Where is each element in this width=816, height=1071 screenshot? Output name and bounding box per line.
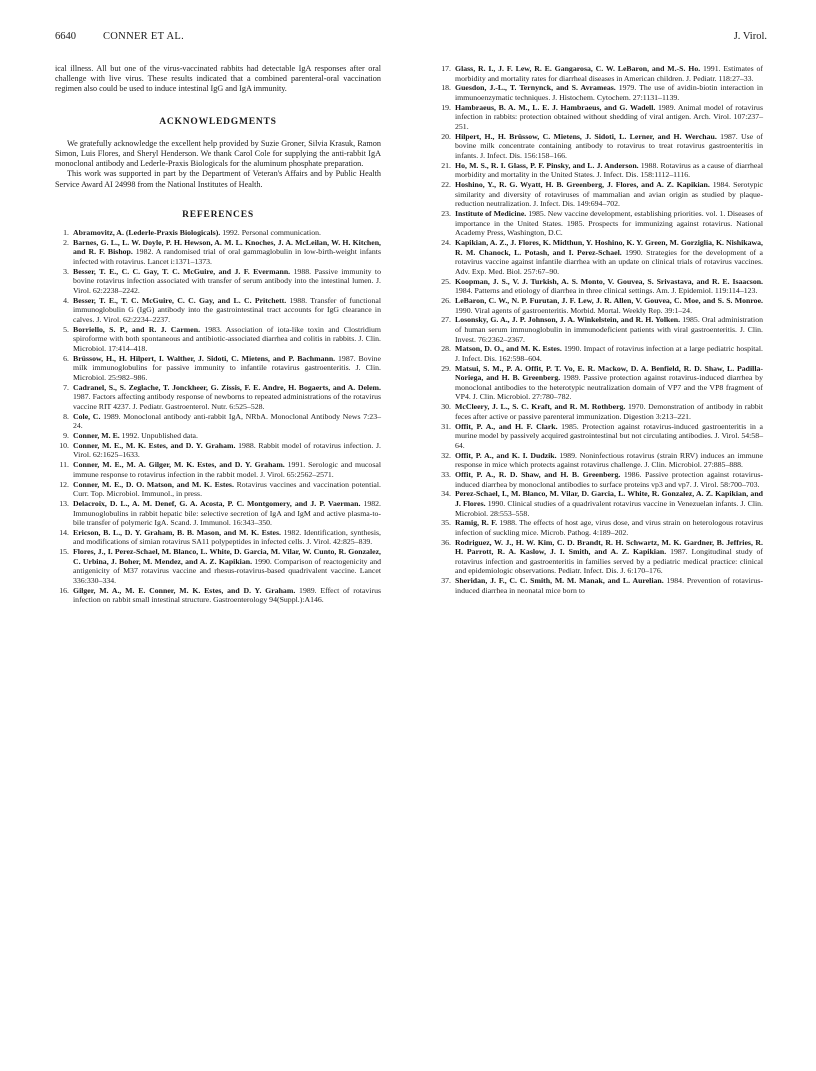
reference-text: 1988. Rabbit model of rotavirus infection. J. Virol. 62:1625–1633. xyxy=(73,440,381,460)
intro-paragraph: ical illness. All but one of the virus-vaccinated rabbits had detectable IgA responses after oral challenge with live virus. These results indicated that a combined parenteral-oral vaccination regimen also could be used to induce intestinal IgG and IgA immunity. xyxy=(55,64,381,94)
right-column xyxy=(437,64,763,596)
reference-item xyxy=(55,499,381,528)
reference-text: 1985. Protection against rotavirus-induced gastroenteritis in a murine model by passively acquired gastrointestinal but not circulating antibodies. J. Virol. 54:58–64. xyxy=(455,421,763,450)
reference-authors: Conner, M. E. xyxy=(73,431,120,440)
reference-number: 19. xyxy=(441,102,451,112)
reference-text: 1992. Personal communication. xyxy=(220,228,321,238)
reference-text: 1989. Passive protection against rotavirus-induced diarrhea by monoclonal antibodies to the heterotypic neutralization domain of VP7 and the VP8 fragment of VP4. J. Clin. Microbiol. 27:780–782. xyxy=(455,373,763,402)
reference-number: 18. xyxy=(441,83,451,93)
reference-item xyxy=(437,470,763,489)
reference-number: 12. xyxy=(59,479,69,489)
reference-text: 1982. A randomised trial of oral gammaglobulin in low-birth-weight infants infected with rotavirus. Lancet i:1371–1373. xyxy=(73,247,381,266)
reference-number: 7. xyxy=(63,382,69,392)
reference-item xyxy=(437,518,763,537)
reference-authors: Cadranel, S., S. Zeglache, T. Jonckheer, G. Zissis, F. E. Andre, H. Bogaerts, and A. Delem. xyxy=(73,382,381,392)
reference-number: 37. xyxy=(441,576,451,586)
reference-number: 34. xyxy=(441,489,451,499)
reference-text: 1990. Impact of rotavirus infection at a large pediatric hospital. J. Infect. Dis. 162:598–604. xyxy=(455,344,763,363)
reference-item xyxy=(437,180,763,209)
reference-text: 1987. Bovine milk immunoglobulins for passive immunity to infantile rotavirus gastroenteritis. J. Clin. Microbiol. 25:982–986. xyxy=(73,353,381,382)
reference-text: 1987. Use of bovine milk concentrate containing antibody to rotavirus to treat rotavirus gastroenteritis in infants. J. Infect. Dis. 156:158–166. xyxy=(455,131,763,160)
reference-authors: Conner, M. E., M. K. Estes, and D. Y. Graham. xyxy=(73,440,236,450)
funding-paragraph: This work was supported in part by the Department of Veteran's Affairs and by Public Health Service Award AI 24998 from the National Institutes of Health. xyxy=(55,169,381,189)
references-heading: REFERENCES xyxy=(182,209,254,220)
reference-item xyxy=(437,364,763,402)
reference-authors: Matson, D. O., and M. K. Estes. xyxy=(455,344,562,354)
reference-number: 15. xyxy=(59,547,69,557)
reference-text: 1985. New vaccine development, establishing priorities. vol. 1. Diseases of importance in the United States. 1985. Prospects for immunizing against rotavirus. National Academy Press, Washington, D.C. xyxy=(455,209,763,238)
reference-authors: Matsui, S. M., P. A. Offit, P. T. Vo, E. R. Mackow, D. A. Benfield, R. D. Shaw, L. Padilla-Noriega, and H. B. Greenberg. xyxy=(455,363,763,383)
reference-list-right xyxy=(437,64,763,595)
reference-number: 36. xyxy=(441,537,451,547)
reference-list-left xyxy=(55,228,381,605)
reference-authors: Rodriguez, W. J., H. W. Kim, C. D. Brandt, R. H. Schwartz, M. K. Gardner, B. Jeffries, R. H. Parrott, R. A. Kaslow, J. I. Smith, and A. Z. Kapikian. xyxy=(455,537,763,557)
left-column xyxy=(55,64,381,605)
journal-name: J. Virol. xyxy=(733,31,767,42)
reference-item xyxy=(55,528,381,547)
reference-authors: Abramovitz, A. (Lederle-Praxis Biologicals). xyxy=(73,228,221,238)
reference-authors: Institute of Medicine. xyxy=(455,209,527,219)
reference-authors: McCleery, J. L., S. C. Kraft, and R. M. Rothberg. xyxy=(455,402,626,412)
reference-authors: Ramig, R. F. xyxy=(455,518,498,528)
reference-authors: Guesdon, J.-L., T. Ternynck, and S. Avrameas. xyxy=(455,83,616,93)
reference-authors: Hoshino, Y., R. G. Wyatt, H. B. Greenberg, J. Flores, and A. Z. Kapikian. xyxy=(455,180,710,190)
reference-number: 14. xyxy=(59,527,69,537)
reference-text: 1991. Estimates of morbidity and mortality rates for diarrheal diseases in American children. J. Pediatr. 118:27–33. xyxy=(455,64,763,83)
reference-text: 1983. Association of iota-like toxin and Clostridium spiroforme with both spontaneous and antibiotic-associated diarrhea and colitis in rabbits. J. Clin. Microbiol. 17:414–418. xyxy=(73,324,381,353)
reference-text: 1988. Transfer of functional immunoglobulin G (IgG) antibody into the gastrointestinal tract accounts for IgG clearance in calves. J. Virol. 62:2234–2237. xyxy=(73,295,382,324)
reference-number: 27. xyxy=(441,315,451,325)
reference-authors: Kapikian, A. Z., J. Flores, K. Midthun, Y. Hoshino, K. Y. Green, M. Gorziglia, K. Nishikawa, R. M. Chanock, L. Potash, and I. Perez-Schael. xyxy=(455,238,763,257)
reference-authors: Losonsky, G. A., J. P. Johnson, J. A. Winkelstein, and R. H. Yolken. xyxy=(455,315,681,325)
reference-authors: Offit, P. A., and K. I. Dudzik. xyxy=(455,450,557,460)
reference-number: 11. xyxy=(59,460,69,470)
reference-authors: Sheridan, J. F., C. C. Smith, M. M. Manak, and L. Aurelian. xyxy=(455,576,664,586)
reference-number: 32. xyxy=(441,450,451,460)
reference-text: 1990. Comparison of reactogenicity and antigenicity of M37 rotavirus vaccine and rhesus-rotavirus-based quadrivalent vaccine. Lancet 336:330–334. xyxy=(73,556,381,586)
reference-item xyxy=(55,383,381,412)
reference-item xyxy=(437,344,763,363)
reference-number: 13. xyxy=(59,498,69,508)
reference-text: Rotavirus vaccines and vaccination potential. Curr. Top. Microbiol. Immunol., in press. xyxy=(73,479,381,499)
reference-authors: Borriello, S. P., and R. J. Carmen. xyxy=(73,324,201,334)
reference-item xyxy=(55,431,381,441)
reference-text: 1990. Viral agents of gastroenteritis. Morbid. Mortal. Weekly Rep. 39:1–24. xyxy=(455,305,693,315)
page-header xyxy=(55,31,767,47)
reference-text: 1987. Factors affecting antibody response of newborns to repeated administrations of the rotavirus vaccine RIT 4237. J. Pediatr. Gastroenterol. Nutr. 6:525–528. xyxy=(73,392,381,411)
reference-item xyxy=(55,412,381,431)
reference-authors: Ericson, B. L., D. Y. Graham, B. B. Mason, and M. K. Estes. xyxy=(73,527,281,537)
reference-item xyxy=(437,238,763,276)
reference-item xyxy=(437,315,763,344)
reference-authors: Gilger, M. A., M. E. Conner, M. K. Estes, and D. Y. Graham. xyxy=(73,585,296,595)
reference-text: 1989. Effect of rotavirus infection on rabbit small intestinal structure. Gastroenterology 94(Suppl.):A146. xyxy=(73,585,381,605)
reference-item xyxy=(55,238,381,267)
acknowledgments-paragraph: We gratefully acknowledge the excellent help provided by Suzie Groner, Silvia Krasuk, Ramon Simon, Luis Flores, and Sheryl Henderson. We thank Carol Cole for supplying the anti-rabbit IgA monoclonal antibody and Lederle-Praxis Biologicals for the aluminum phosphate preparation. xyxy=(55,138,381,169)
reference-text: 1984. Serotypic similarity and diversity of rotaviruses of mammalian and avian origin as studied by plaque-reduction neutralization. J. Infect. Dis. 149:694–702. xyxy=(455,180,763,209)
reference-item xyxy=(55,586,381,605)
reference-authors: Ho, M. S., R. I. Glass, P. F. Pinsky, and L. J. Anderson. xyxy=(455,160,639,170)
reference-item xyxy=(437,296,763,315)
reference-text: 1982. Immunoglobulins in rabbit hepatic bile: selective secretion of IgA and IgM and active plasma-to-bile transfer of polymeric IgA. Scand. J. Immunol. 16:343–350. xyxy=(73,498,381,528)
reference-number: 20. xyxy=(441,131,451,141)
acknowledgments-heading: ACKNOWLEDGMENTS xyxy=(159,116,277,127)
reference-number: 22. xyxy=(441,180,451,190)
reference-authors: Hilpert, H., H. Brüssow, C. Mietens, J. Sidoti, L. Lerner, and H. Werchau. xyxy=(455,131,717,141)
reference-authors: Barnes, G. L., L. W. Doyle, P. H. Hewson, A. M. L. Knoches, J. A. McLeilan, W. H. Kitchen, and R. F. Bishop. xyxy=(73,237,381,257)
reference-item xyxy=(437,576,763,595)
reference-text: 1982. Identification, synthesis, and modifications of simian rotavirus SA11 polypeptides in infected cells. J. Virol. 42:825–839. xyxy=(73,527,381,547)
reference-text: 1984. Patterns and etiology of diarrhea in three clinical settings. Am. J. Epidemiol. 119:114–123. xyxy=(455,286,758,296)
reference-authors: Glass, R. I., J. F. Lew, R. E. Gangarosa, C. W. LeBaron, and M.-S. Ho. xyxy=(455,64,701,73)
reference-text: 1988. Passive immunity to bovine rotavirus infection associated with transfer of serum antibody into the intestinal lumen. J. Virol. 62:2238–2242. xyxy=(73,266,381,295)
reference-number: 33. xyxy=(441,469,451,479)
reference-item xyxy=(55,296,381,325)
reference-authors: Besser, T. E., T. C. McGuire, C. C. Gay, and L. C. Pritchett. xyxy=(73,295,287,305)
reference-item xyxy=(437,422,763,451)
reference-authors: Besser, T. E., C. C. Gay, T. C. McGuire, and J. F. Evermann. xyxy=(73,266,291,276)
reference-text: 1987. Longitudinal study of rotavirus infection and gastroenteritis in families served by a pediatric medical practice: clinical and epidemiologic observations. Pediatr. Infect. Dis. J. 6:170–176. xyxy=(455,547,763,576)
reference-number: 2. xyxy=(63,237,69,247)
reference-item xyxy=(437,132,763,161)
reference-text: 1970. Demonstration of antibody in rabbit feces after active or passive parenteral immunization. Digestion 3:213–221. xyxy=(455,402,763,421)
reference-text: 1991. Serologic and mucosal immune response to rotavirus infection in the rabbit model. J. Virol. 65:2562–2571. xyxy=(73,460,381,479)
reference-number: 3. xyxy=(63,266,69,276)
reference-authors: Conner, M. E., M. A. Gilger, M. K. Estes, and D. Y. Graham. xyxy=(73,460,285,470)
reference-authors: Hambraeus, B. A. M., L. E. J. Hambraeus, and G. Wadell. xyxy=(455,102,656,112)
reference-text: 1989. Animal model of rotavirus infection in rabbits: protection obtained without shedding of viral antigen. Arch. Virol. 107:237–251. xyxy=(455,102,763,131)
reference-text: 1989. Monoclonal antibody anti-rabbit IgA, NRbA. Monoclonal Antibody News 7:23–24. xyxy=(73,411,381,431)
reference-text: 1988. Rotavirus as a cause of diarrheal morbidity and mortality in the United States. J. Infect. Dis. 158:1112–1116. xyxy=(455,160,763,180)
reference-number: 31. xyxy=(441,421,451,431)
reference-text: 1979. The use of avidin-biotin interaction in immunoenzymatic techniques. J. Histochem. Cytochem. 27:1131–1139. xyxy=(455,83,763,102)
reference-item xyxy=(55,267,381,296)
reference-authors: Conner, M. E., D. O. Matson, and M. K. Estes. xyxy=(73,479,234,489)
reference-item xyxy=(437,83,763,102)
reference-item xyxy=(55,228,381,238)
reference-number: 28. xyxy=(441,344,451,354)
reference-number: 17. xyxy=(441,64,451,73)
reference-text: 1985. Oral administration of human serum immunoglobulin in immunodeficient patients with viral gastroenteritis. J. Clin. Invest. 76:2362–2367. xyxy=(455,315,763,344)
reference-text: 1990. Clinical studies of a quadrivalent rotavirus vaccine in Venezuelan infants. J. Clin. Microbiol. 28:553–558. xyxy=(455,498,764,518)
reference-item xyxy=(55,547,381,585)
reference-item xyxy=(55,441,381,460)
reference-item xyxy=(437,402,763,421)
reference-number: 21. xyxy=(441,160,451,170)
reference-item xyxy=(437,161,763,180)
reference-item xyxy=(437,209,763,238)
reference-text: 1990. Strategies for the development of a rotavirus vaccine against infantile diarrhea with an update on clinical trials of rotavirus vaccines. Adv. Exp. Med. Biol. 257:67–90. xyxy=(455,247,764,276)
reference-item xyxy=(55,354,381,383)
reference-item xyxy=(55,325,381,354)
reference-number: 25. xyxy=(441,276,451,286)
reference-item xyxy=(437,103,763,132)
reference-text: 1984. Prevention of rotavirus-induced diarrhea in neonatal mice born to xyxy=(455,576,763,595)
reference-number: 16. xyxy=(59,585,69,595)
reference-item xyxy=(437,451,763,470)
reference-text: 1989. Noninfectious rotavirus (strain RRV) induces an immune response in mice which protects against rotavirus challenge. J. Clin. Microbiol. 27:885–888. xyxy=(455,450,763,470)
reference-number: 6. xyxy=(63,353,69,363)
reference-number: 4. xyxy=(63,295,69,305)
reference-item xyxy=(437,538,763,576)
reference-authors: Cole, C. xyxy=(73,411,101,421)
page-number: 6640 xyxy=(55,31,76,42)
reference-item xyxy=(437,64,763,83)
running-authors: CONNER ET AL. xyxy=(103,31,184,42)
reference-number: 24. xyxy=(441,238,451,247)
reference-authors: Flores, J., I. Perez-Schael, M. Blanco, L. White, D. Garcia, M. Vilar, W. Cunto, R. Gonzalez, C. Urbina, J. Boher, M. Mendez, and A. Z. Kapikian. xyxy=(73,547,381,566)
reference-number: 5. xyxy=(63,324,69,334)
reference-text: 1988. The effects of host age, virus dose, and virus strain on heterologous rotavirus infection of suckling mice. Microb. Pathog. 4:189–202. xyxy=(455,518,763,537)
reference-text: 1992. Unpublished data. xyxy=(119,431,198,440)
reference-authors: Delacroix, D. L., A. M. Denef, G. A. Acosta, P. C. Montgomery, and J. P. Vaerman. xyxy=(73,498,361,508)
reference-authors: Brüssow, H., H. Hilpert, I. Walther, J. Sidoti, C. Mietens, and P. Bachmann. xyxy=(73,353,336,363)
reference-authors: Offit, P. A., R. D. Shaw, and H. B. Greenberg. xyxy=(455,469,621,479)
reference-number: 8. xyxy=(63,411,69,421)
reference-item xyxy=(437,277,763,296)
reference-authors: LeBaron, C. W., N. P. Furutan, J. F. Lew, J. R. Allen, V. Gouvea, C. Moe, and S. S. Monroe. xyxy=(455,295,763,305)
reference-authors: Perez-Schael, I., M. Blanco, M. Vilar, D. Garcia, L. White, R. Gonzalez, A. Z. Kapikian, and J. Flores. xyxy=(455,489,763,508)
reference-number: 10. xyxy=(59,440,69,450)
reference-item xyxy=(437,489,763,518)
reference-number: 9. xyxy=(63,431,69,440)
reference-item xyxy=(55,480,381,499)
reference-number: 1. xyxy=(63,228,69,238)
reference-authors: Offit, P. A., and H. F. Clark. xyxy=(455,421,558,431)
reference-text: 1986. Passive protection against rotavirus-induced diarrhea by monoclonal antibodies to surface proteins vp3 and vp7. J. Virol. 58:700–703. xyxy=(455,469,764,489)
reference-number: 35. xyxy=(441,518,451,528)
reference-authors: Koopman, J. S., V. J. Turkish, A. S. Monto, V. Gouvea, S. Srivastava, and R. E. Isaacson. xyxy=(455,276,763,286)
reference-number: 29. xyxy=(441,363,451,373)
reference-number: 30. xyxy=(441,402,451,412)
reference-number: 26. xyxy=(441,295,451,305)
reference-number: 23. xyxy=(441,209,451,219)
reference-item xyxy=(55,460,381,479)
